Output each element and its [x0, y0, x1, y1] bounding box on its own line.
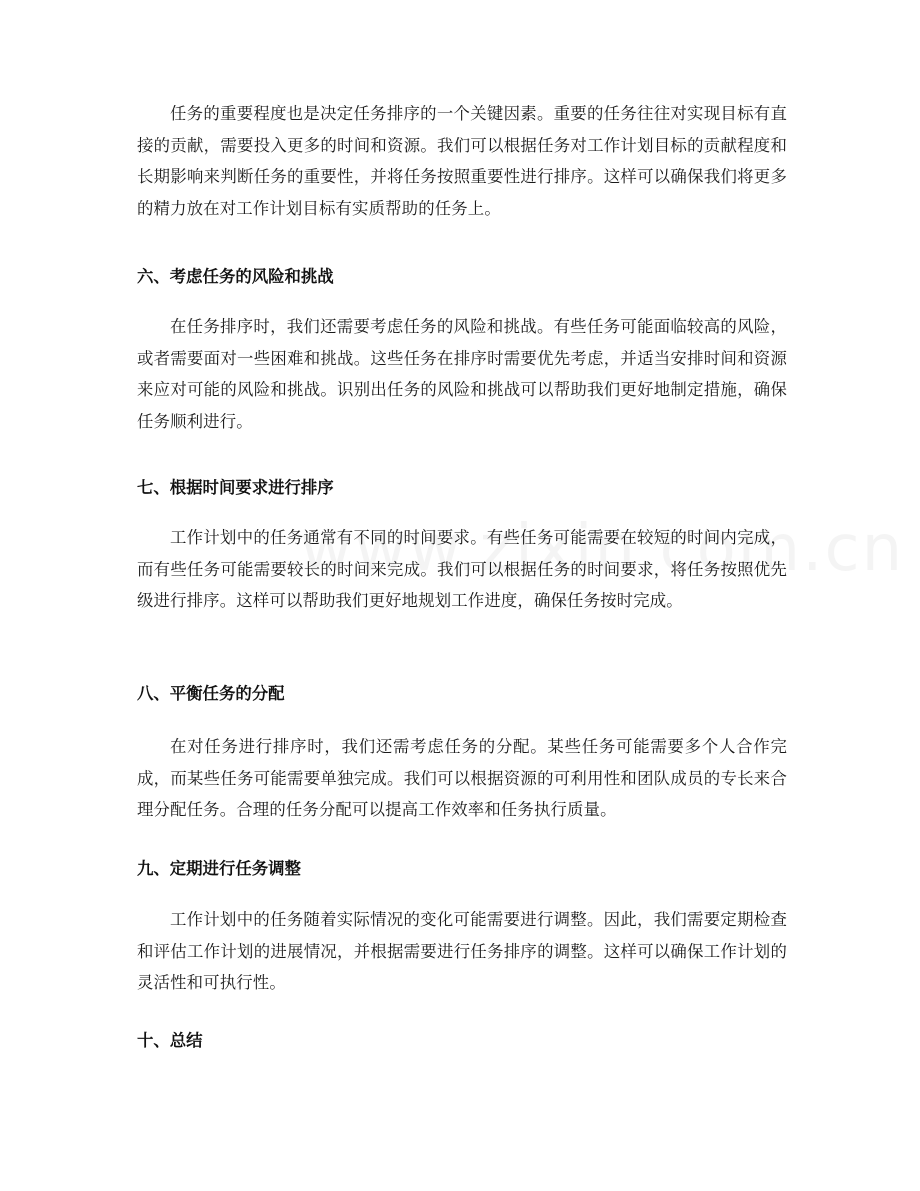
paragraph-section-8: 在对任务进行排序时，我们还需考虑任务的分配。某些任务可能需要多个人合作完成，而某些任务可能需要单独完成。我们可以根据资源的可利用性和团队成员的专长来合理分配任务。合理的任务分配可以提高工作效率和任务执行质量。: [137, 737, 787, 819]
heading-section-6: 六、考虑任务的风险和挑战: [137, 267, 334, 286]
paragraph-section-9: 工作计划中的任务随着实际情况的变化可能需要进行调整。因此，我们需要定期检查和评估工作计划的进展情况，并根据需要进行任务排序的调整。这样可以确保工作计划的灵活性和可执行性。: [137, 910, 787, 992]
heading-section-7: 七、根据时间要求进行排序: [137, 478, 334, 497]
heading-section-10: 十、总结: [137, 1031, 203, 1050]
paragraph-section-7: 工作计划中的任务通常有不同的时间要求。有些任务可能需要在较短的时间内完成，而有些任务可能需要较长的时间来完成。我们可以根据任务的时间要求，将任务按照优先级进行排序。这样可以帮助我们更好地规划工作进度，确保任务按时完成。: [137, 528, 787, 610]
paragraph-section-6: 在任务排序时，我们还需要考虑任务的风险和挑战。有些任务可能面临较高的风险，或者需要面对一些困难和挑战。这些任务在排序时需要优先考虑，并适当安排时间和资源来应对可能的风险和挑战。识别出任务的风险和挑战可以帮助我们更好地制定措施，确保任务顺利进行。: [137, 317, 787, 431]
paragraph-task-importance: 任务的重要程度也是决定任务排序的一个关键因素。重要的任务往往对实现目标有直接的贡献，需要投入更多的时间和资源。我们可以根据任务对工作计划目标的贡献程度和长期影响来判断任务的重要性，并将任务按照重要性进行排序。这样可以确保我们将更多的精力放在对工作计划目标有实质帮助的任务上。: [137, 104, 787, 218]
heading-section-8: 八、平衡任务的分配: [137, 684, 285, 703]
heading-section-9: 九、定期进行任务调整: [137, 859, 301, 878]
